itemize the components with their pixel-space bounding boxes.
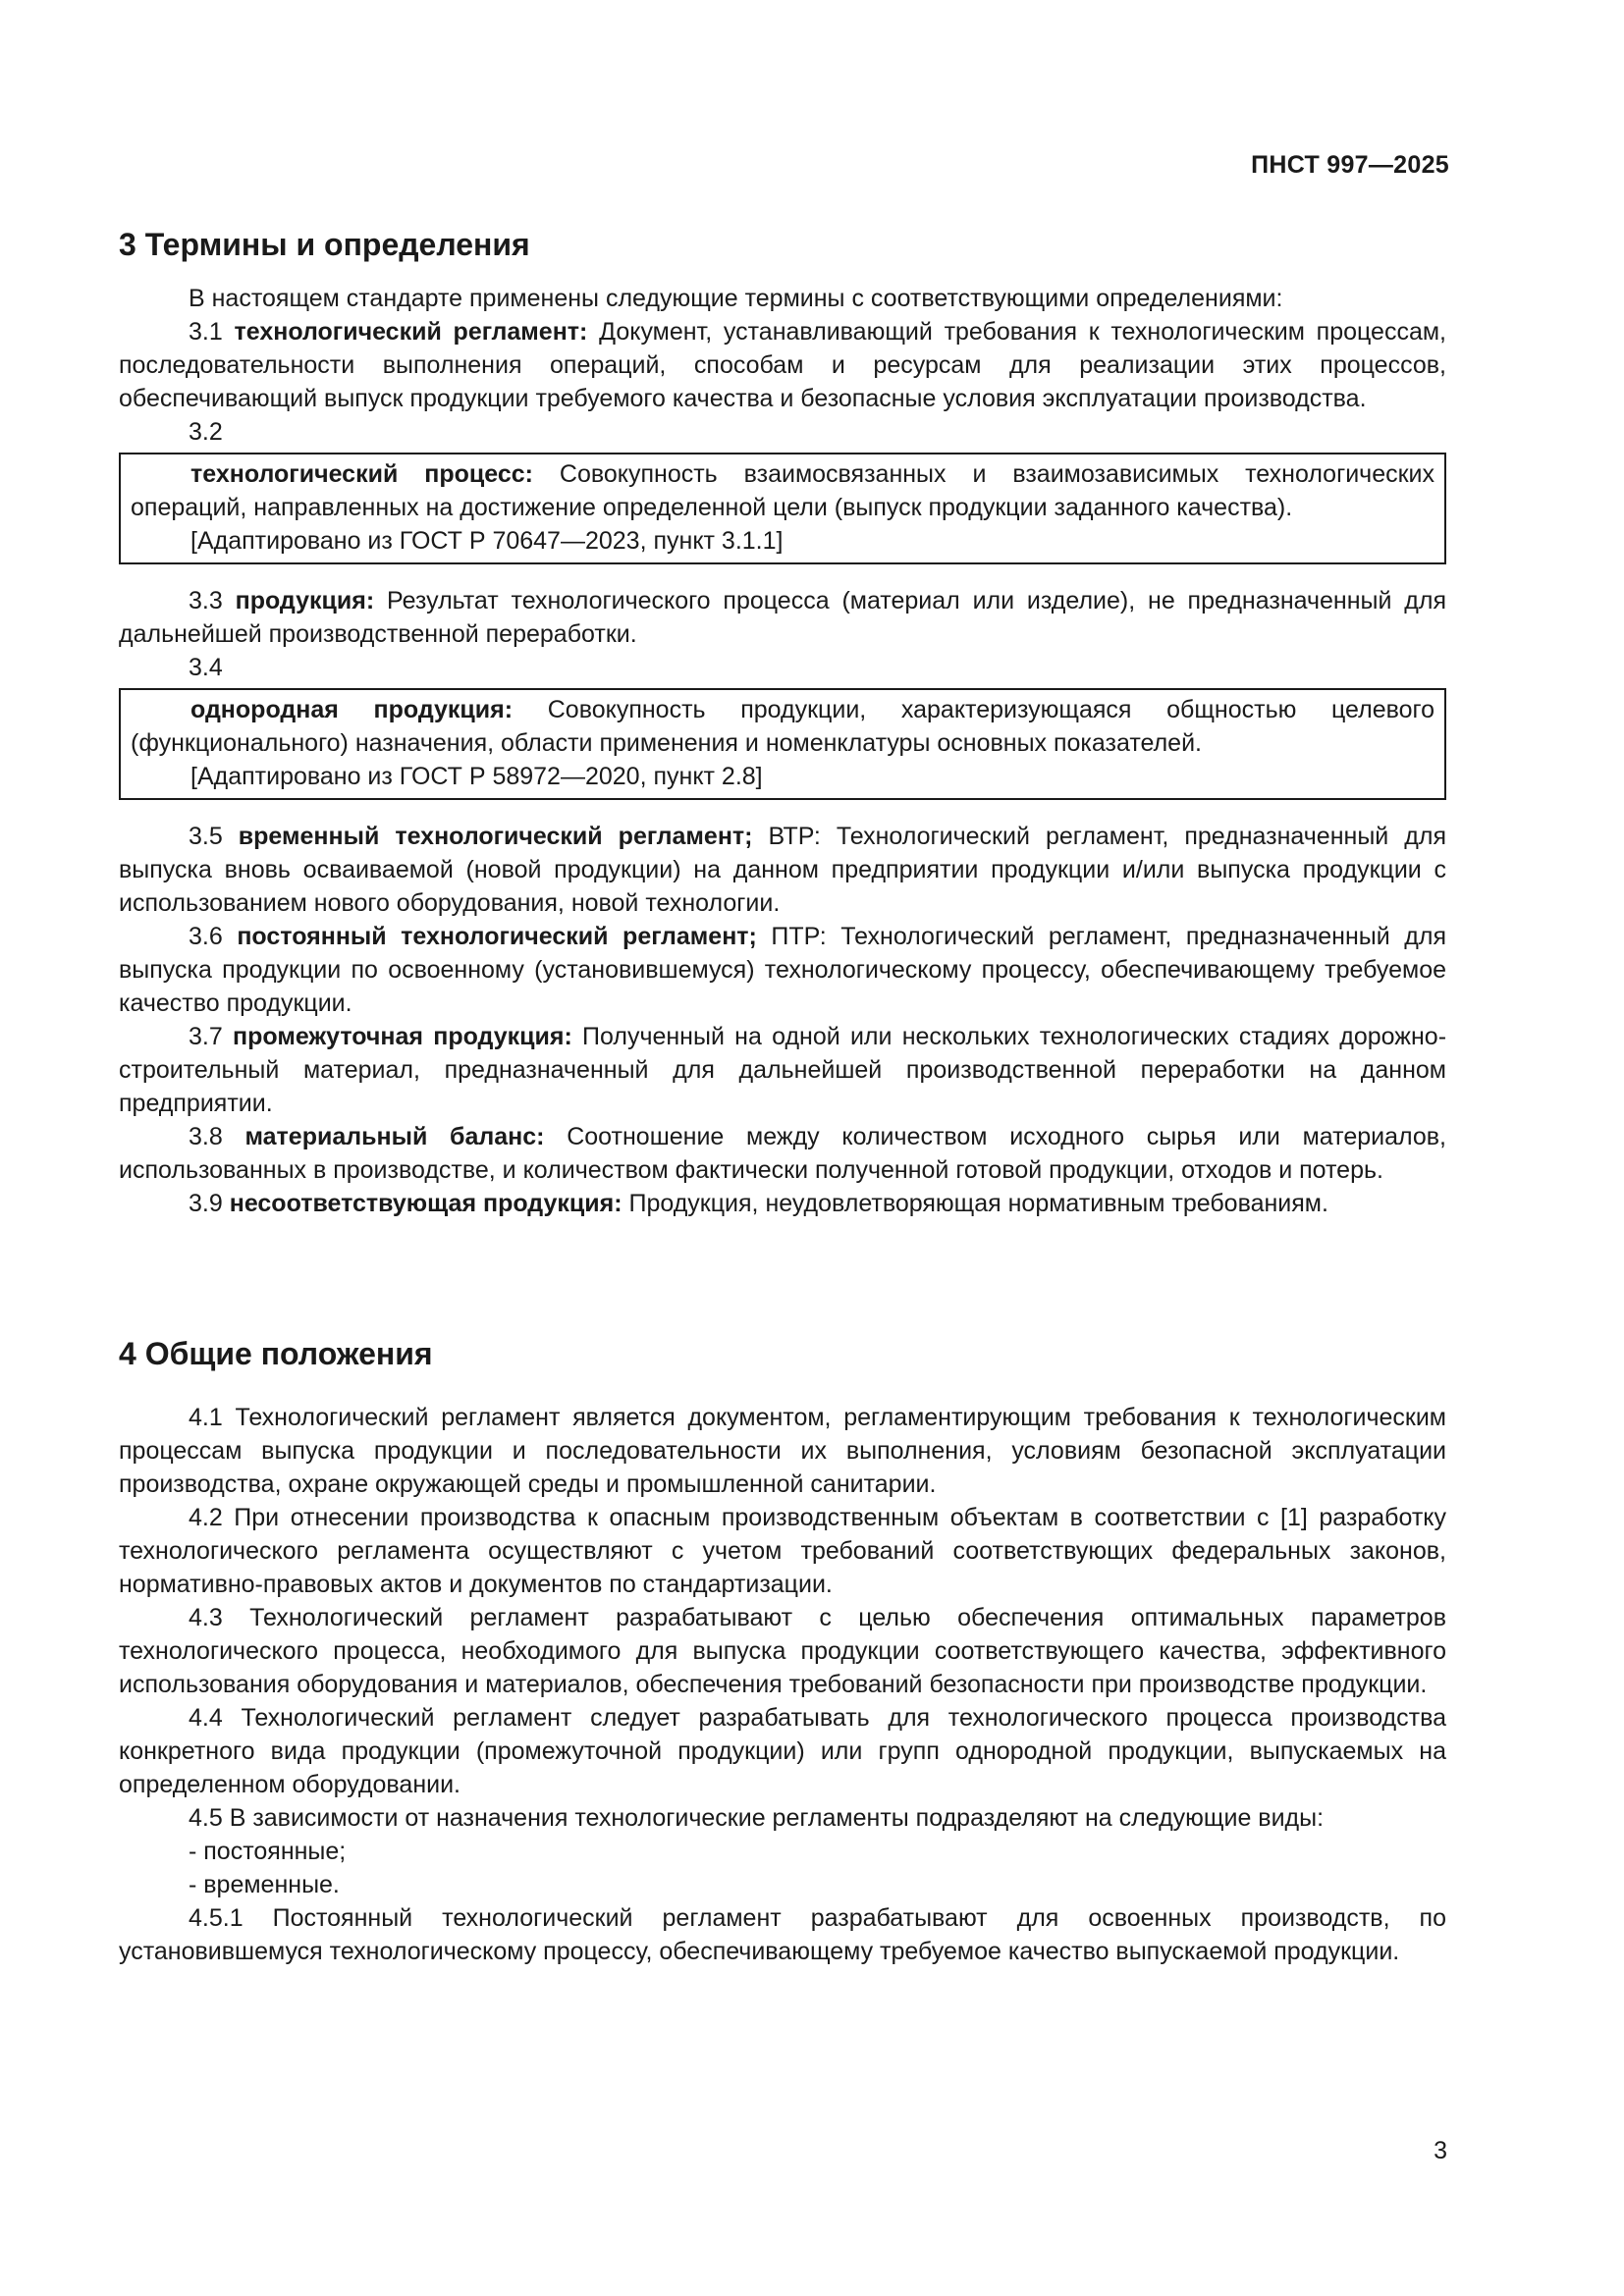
document-code: ПНСТ 997—2025 [1251, 151, 1449, 179]
term-definition: Полученный на одной или нескольких технологических стадиях дорожно-строительный материал, предназначенный для дальнейшей производственной переработки на данном предприятии. [119, 1023, 1447, 1117]
section-3 [119, 225, 1446, 1220]
term-number: 3.8 [189, 1123, 223, 1150]
term-3-6 [119, 920, 1446, 1020]
term-3-4-source: [Адаптировано из ГОСТ Р 58972—2020, пункт 2.8] [190, 763, 763, 790]
section-4-heading: 4 Общие положения [119, 1336, 433, 1371]
list-item: - постоянные; [189, 1838, 347, 1865]
term-number: 3.6 [189, 923, 223, 950]
term-name: технологический регламент: [234, 318, 588, 346]
term-name: продукция: [235, 587, 375, 614]
term-3-2-number: 3.2 [189, 418, 223, 446]
clause-4-5: 4.5 В зависимости от назначения технологические регламенты подразделяют на следующие виды: [189, 1804, 1325, 1832]
list-item: - временные. [189, 1871, 340, 1898]
term-definition: Соотношение между количеством исходного сырья или материалов, использованных в производстве, и количеством фактически полученной готовой продукции, отходов и потерь. [119, 1123, 1447, 1184]
section-4 [119, 1334, 1446, 1968]
term-name: постоянный технологический регламент; [237, 923, 757, 950]
term-definition: ПТР: Технологический регламент, предназначенный для выпуска продукции по освоенному (установившемуся) технологическому процессу, обеспечивающему требуемое качество продукции. [119, 923, 1446, 1017]
term-3-3 [119, 584, 1446, 651]
term-number: 3.7 [189, 1023, 223, 1050]
clause-4-5-1: 4.5.1 Постоянный технологический регламент разрабатывают для освоенных производств, по установившемуся технологическому процессу, обеспечивающему требуемое качество выпускаемой продукции. [119, 1904, 1446, 1965]
term-definition: Совокупность продукции, характеризующаяся общностью целевого (функционального) назначения, области применения и номенклатуры основных показателей. [131, 696, 1435, 757]
term-definition: Результат технологического процесса (материал или изделие), не предназначенный для дальнейшей производственной переработки. [119, 587, 1446, 648]
term-definition: Продукция, неудовлетворяющая нормативным требованиям. [622, 1190, 1328, 1217]
page-number: 3 [1434, 2137, 1447, 2164]
term-name: материальный баланс: [244, 1123, 545, 1150]
term-3-1 [119, 315, 1446, 415]
term-3-8 [119, 1120, 1446, 1187]
term-3-5 [119, 820, 1446, 920]
term-3-2 [131, 457, 1435, 524]
term-name: промежуточная продукция: [233, 1023, 572, 1050]
section-3-intro: В настоящем стандарте применены следующие термины с соответствующими определениями: [189, 285, 1283, 312]
term-number: 3.3 [189, 587, 223, 614]
term-name: однородная продукция: [190, 696, 514, 723]
clause-4-1: 4.1 Технологический регламент является документом, регламентирующим требования к технологическим процессам выпуска продукции и последовательности их выполнения, условиям безопасной эксплуатации производства, охране окружающей среды и промышленной санитарии. [119, 1404, 1446, 1498]
clause-4-3: 4.3 Технологический регламент разрабатывают с целью обеспечения оптимальных параметров технологического процесса, необходимого для выпуска продукции соответствующего качества, эффективного использования оборудования и материалов, обеспечения требований безопасности при производстве продукции. [119, 1604, 1446, 1698]
term-name: технологический процесс: [190, 460, 533, 488]
term-definition: ВТР: Технологический регламент, предназначенный для выпуска вновь осваиваемой (новой продукции) на данном предприятии продукции и/или выпуска продукции с использованием нового оборудования, новой технологии. [119, 823, 1446, 917]
term-definition: Документ, устанавливающий требования к технологическим процессам, последовательности выполнения операций, способам и ресурсам для реализации этих процессов, обеспечивающий выпуск продукции требуемого качества и безопасные условия эксплуатации производства. [119, 318, 1446, 412]
term-3-4-box [119, 688, 1446, 800]
term-number: 3.5 [189, 823, 223, 850]
term-3-4-number: 3.4 [189, 654, 223, 681]
term-3-2-source: [Адаптировано из ГОСТ Р 70647—2023, пункт 3.1.1] [190, 527, 784, 555]
term-3-9 [119, 1187, 1446, 1220]
term-number: 3.1 [189, 318, 223, 346]
term-name: временный технологический регламент; [238, 823, 753, 850]
clause-4-2: 4.2 При отнесении производства к опасным производственным объектам в соответствии с [1] разработку технологического регламента осуществляют с учетом требований соответствующих федеральных законов, нормативно-правовых актов и документов по стандартизации. [119, 1504, 1446, 1598]
term-3-2-box [119, 453, 1446, 564]
term-definition: Совокупность взаимосвязанных и взаимозависимых технологических операций, направленных на достижение определенной цели (выпуск продукции заданного качества). [131, 460, 1435, 521]
section-4-body [119, 1401, 1446, 1968]
clause-4-4: 4.4 Технологический регламент следует разрабатывать для технологического процесса производства конкретного вида продукции (промежуточной продукции) или групп однородной продукции, выпускаемых на определенном оборудовании. [119, 1704, 1446, 1798]
term-number: 3.9 [189, 1190, 223, 1217]
term-name: несоответствующая продукция: [229, 1190, 623, 1217]
term-3-4 [131, 693, 1435, 760]
section-3-heading: 3 Термины и определения [119, 227, 530, 262]
term-3-7 [119, 1020, 1446, 1120]
